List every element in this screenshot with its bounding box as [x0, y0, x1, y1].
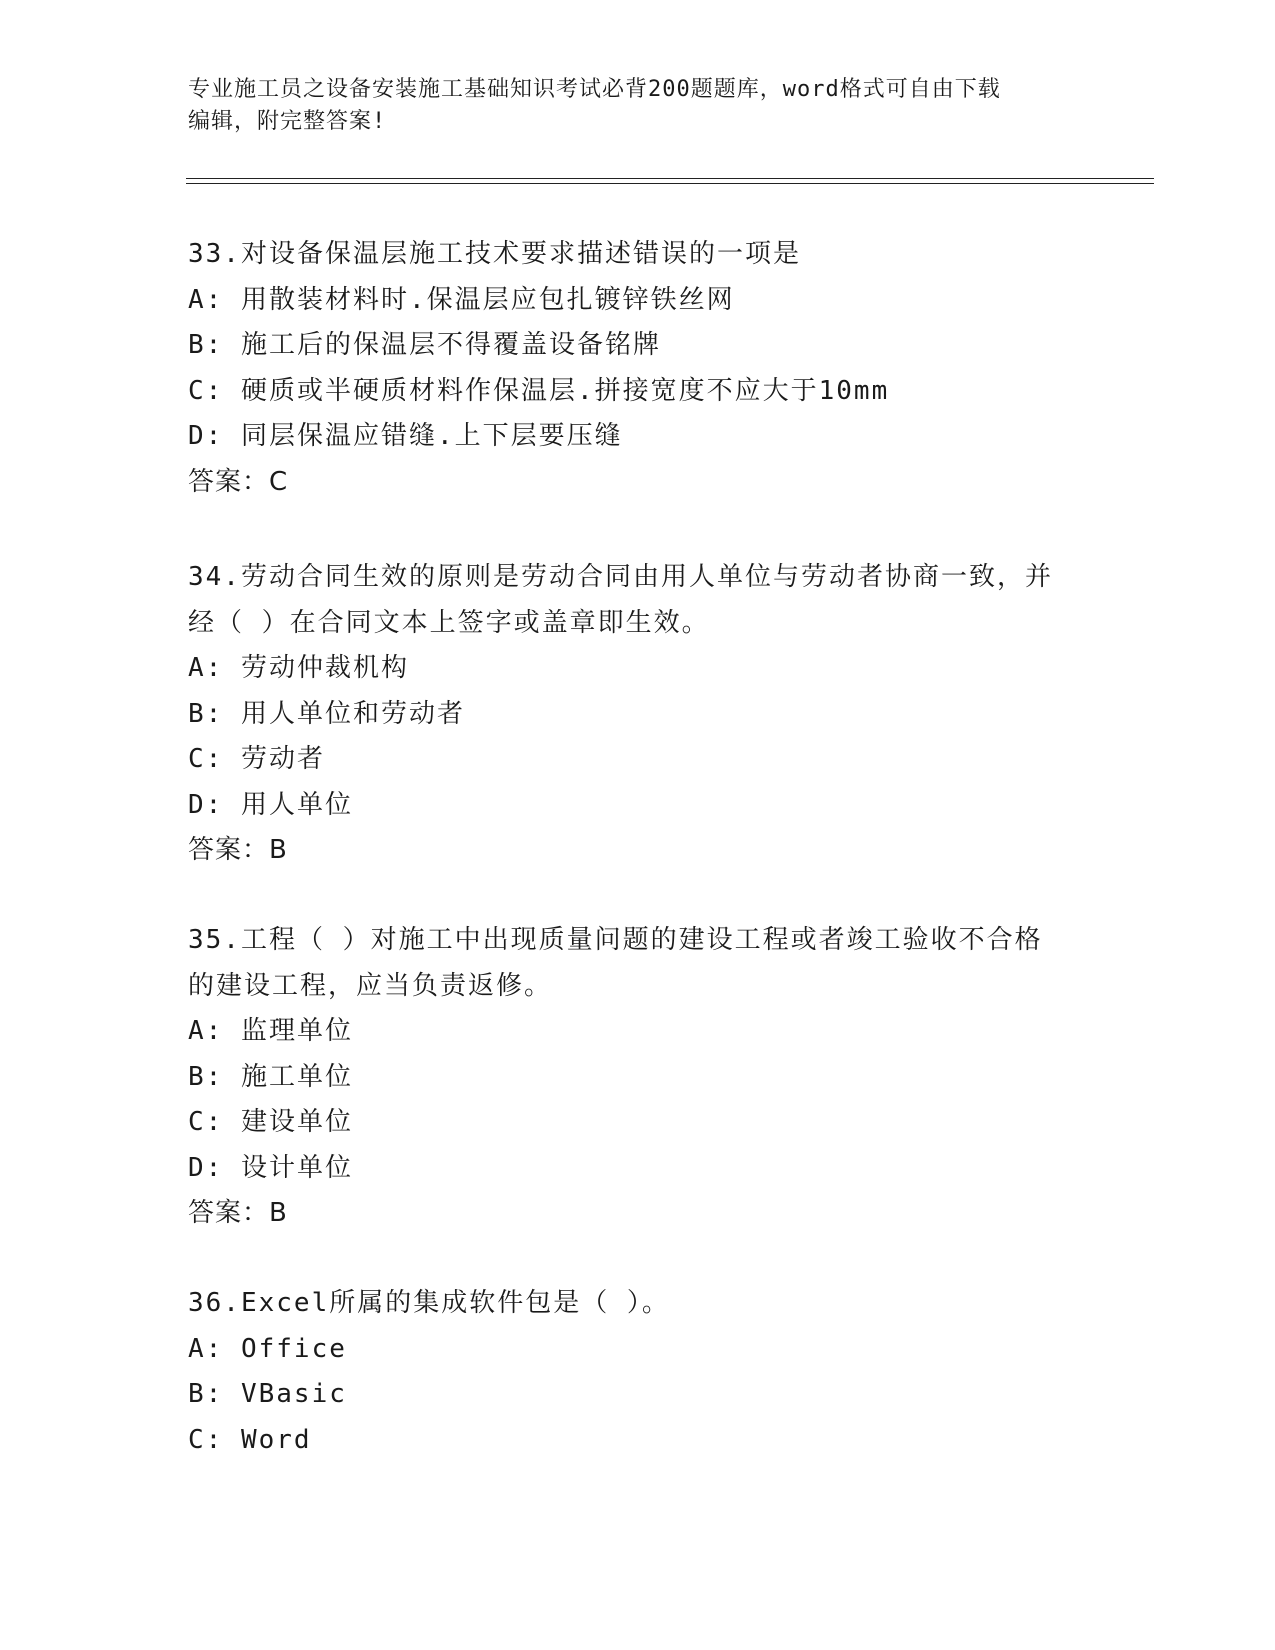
question-stem: 34.劳动合同生效的原则是劳动合同由用人单位与劳动者协商一致，并	[188, 562, 1053, 592]
option-c: C: 硬质或半硬质材料作保温层.拼接宽度不应大于10mm	[188, 375, 890, 406]
question-stem-continued: 经（ ）在合同文本上签字或盖章即生效。	[188, 607, 710, 638]
option-a: A: 监理单位	[188, 1016, 353, 1046]
option-d: D: 设计单位	[188, 1152, 353, 1183]
question-stem: 36.Excel所属的集成软件包是（ ）。	[188, 1288, 670, 1318]
header-rule-bottom	[186, 183, 1154, 184]
document-header	[188, 74, 1068, 138]
option-d: D: 同层保温应错缝.上下层要压缝	[188, 421, 623, 451]
question-34	[188, 555, 1053, 874]
option-a: A: Office	[188, 1333, 347, 1364]
option-b: B: 施工单位	[188, 1061, 353, 1092]
answer-line: 答案：C	[188, 466, 289, 497]
question-stem-continued: 的建设工程，应当负责返修。	[188, 970, 553, 1001]
header-line-1: 专业施工员之设备安装施工基础知识考试必背200题题库，word格式可自由下载	[188, 77, 1001, 102]
option-c: C: 劳动者	[188, 744, 325, 774]
option-c: C: Word	[188, 1424, 312, 1455]
question-35	[188, 918, 1043, 1237]
option-b: B: 用人单位和劳动者	[188, 698, 465, 729]
option-a: A: 劳动仲裁机构	[188, 653, 409, 683]
option-d: D: 用人单位	[188, 789, 353, 820]
header-rule-top	[186, 178, 1154, 179]
question-36	[188, 1281, 670, 1463]
header-line-2: 编辑，附完整答案!	[188, 109, 387, 134]
answer-line: 答案：B	[188, 835, 288, 865]
option-a: A: 用散装材料时.保温层应包扎镀锌铁丝网	[188, 284, 735, 315]
question-stem: 35.工程（ ）对施工中出现质量问题的建设工程或者竣工验收不合格	[188, 925, 1043, 955]
question-33	[188, 232, 889, 505]
option-b: B: VBasic	[188, 1379, 347, 1409]
option-b: B: 施工后的保温层不得覆盖设备铭牌	[188, 330, 661, 360]
answer-line: 答案：B	[188, 1198, 288, 1228]
question-stem: 33.对设备保温层施工技术要求描述错误的一项是	[188, 239, 801, 269]
option-c: C: 建设单位	[188, 1107, 353, 1137]
